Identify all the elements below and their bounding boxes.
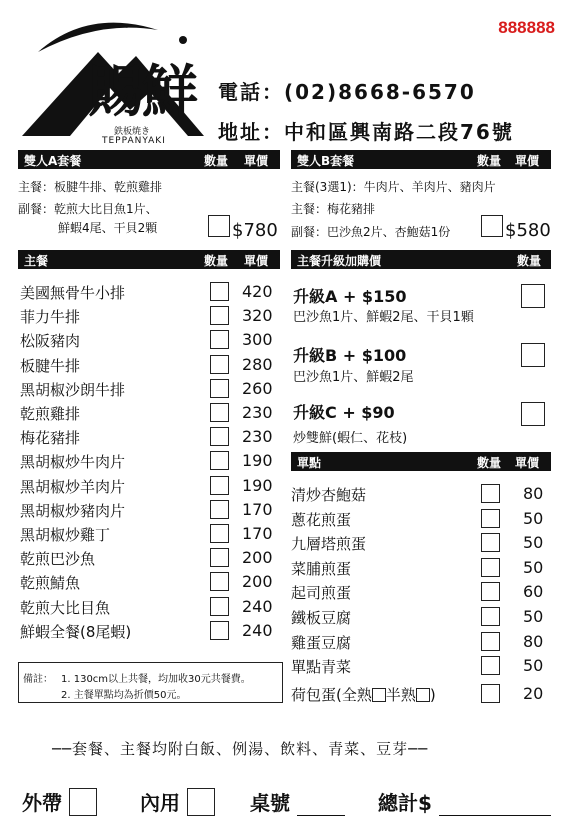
main-item-price: 420 <box>242 282 273 301</box>
single-item-price: 50 <box>523 557 544 577</box>
fried-egg-qty-checkbox[interactable] <box>481 684 500 703</box>
main-item-name: 乾煎大比目魚 <box>20 598 111 617</box>
single-item-qty-checkbox[interactable] <box>481 558 500 577</box>
main-item-price: 260 <box>242 378 273 398</box>
single-item-qty-checkbox[interactable] <box>481 607 500 626</box>
main-item-qty-checkbox[interactable] <box>210 476 229 495</box>
main-item-name: 黑胡椒炒羊肉片 <box>20 477 126 496</box>
total-field <box>378 787 551 816</box>
single-item-qty-checkbox[interactable] <box>481 632 500 651</box>
dine-in-field <box>140 787 215 816</box>
single-item-name: 九層塔煎蛋 <box>291 535 367 554</box>
mains-title: 主餐 <box>24 254 49 268</box>
main-item-row <box>20 449 280 473</box>
main-item-qty-checkbox[interactable] <box>210 524 229 543</box>
set-b-main: 主餐(3選1)：牛肉片、羊肉片、豬肉片 <box>291 180 496 194</box>
main-item-row <box>20 546 280 570</box>
set-a-side-2: 鮮蝦4尾、干貝2顆 <box>58 221 158 235</box>
main-item-name: 梅花豬排 <box>20 429 81 448</box>
notes-box <box>18 662 283 703</box>
main-item-row <box>20 595 280 619</box>
set-a-title: 雙人A套餐 <box>24 154 82 168</box>
upgrade-b-title: 升級B + $100 <box>293 346 407 365</box>
set-b-unit-label: 單價 <box>515 154 540 168</box>
main-item-price: 300 <box>242 330 273 350</box>
single-item-price: 80 <box>523 631 544 651</box>
single-item-name: 單點青菜 <box>291 658 352 677</box>
set-b-qty-label: 數量 <box>477 154 502 168</box>
upgrade-a-title: 升級A + $150 <box>293 287 407 306</box>
single-item-row <box>291 531 551 555</box>
main-item-qty-checkbox[interactable] <box>210 403 229 422</box>
single-item-name: 菜脯煎蛋 <box>291 559 352 578</box>
upgrade-a-checkbox[interactable] <box>521 284 545 308</box>
main-item-row <box>20 328 280 352</box>
fried-egg-name: 荷包蛋(全熟 <box>291 686 372 704</box>
single-item-price: 50 <box>523 656 544 676</box>
takeout-field <box>22 787 97 816</box>
main-item-price: 170 <box>242 524 273 543</box>
main-item-price: 240 <box>242 596 273 616</box>
main-item-name: 乾煎鯖魚 <box>20 574 81 593</box>
main-item-qty-checkbox[interactable] <box>210 621 229 640</box>
main-item-qty-checkbox[interactable] <box>210 355 229 374</box>
upgrades-qty-label: 數量 <box>517 254 542 268</box>
takeout-checkbox[interactable] <box>69 788 97 816</box>
upgrades-title: 主餐升級加購價 <box>297 254 382 268</box>
single-item-qty-checkbox[interactable] <box>481 484 500 503</box>
upgrade-c-title: 升級C + $90 <box>293 403 395 422</box>
note-1: 1. 130cm以上共餐，均加收30元共餐費。 <box>61 674 251 685</box>
main-item-name: 松阪豬肉 <box>20 332 81 351</box>
set-b-header <box>291 150 551 169</box>
main-item-name: 乾煎巴沙魚 <box>20 550 96 569</box>
main-item-row <box>20 570 280 594</box>
takeout-label: 外帶 <box>22 791 62 815</box>
main-item-price: 230 <box>242 427 273 447</box>
main-item-name: 黑胡椒炒雞丁 <box>20 526 111 544</box>
table-number-field <box>250 787 345 816</box>
fully-cooked-checkbox[interactable] <box>372 688 386 702</box>
single-item-qty-checkbox[interactable] <box>481 509 500 528</box>
upgrades-header <box>291 250 551 269</box>
main-item-row <box>20 401 280 425</box>
set-b-price: $580 <box>505 220 551 241</box>
main-item-name: 板腱牛排 <box>20 356 81 375</box>
single-item-price: 50 <box>523 533 544 553</box>
set-b-qty-checkbox[interactable] <box>481 215 503 237</box>
single-item-row <box>291 482 551 506</box>
upgrade-c-desc: 炒雙鮮(蝦仁、花枝) <box>293 431 408 446</box>
set-a-unit-label: 單價 <box>244 154 269 168</box>
single-item-name: 雞蛋豆腐 <box>291 633 352 652</box>
main-item-row <box>20 619 280 643</box>
included-items-line: ──套餐、主餐均附白飯、例湯、飲料、青菜、豆芽── <box>52 740 429 758</box>
main-item-qty-checkbox[interactable] <box>210 330 229 349</box>
main-item-price: 280 <box>242 354 273 374</box>
single-item-row <box>291 630 551 654</box>
table-number-input[interactable] <box>297 793 345 816</box>
single-item-price: 50 <box>523 508 544 528</box>
main-item-row <box>20 498 280 522</box>
order-number: 888888 <box>498 18 555 37</box>
single-item-row <box>291 654 551 678</box>
main-item-qty-checkbox[interactable] <box>210 427 229 446</box>
set-b-side: 副餐：巴沙魚2片、杏鮑菇1份 <box>291 225 451 239</box>
set-a-header <box>18 150 280 169</box>
upgrade-a-desc: 巴沙魚1片、鮮蝦2尾、干貝1顆 <box>293 310 474 325</box>
half-cooked-label: 半熟 <box>385 686 416 704</box>
main-item-qty-checkbox[interactable] <box>210 451 229 470</box>
main-item-price: 170 <box>242 499 273 519</box>
single-item-qty-checkbox[interactable] <box>481 533 500 552</box>
main-item-qty-checkbox[interactable] <box>210 306 229 325</box>
single-item-qty-checkbox[interactable] <box>481 582 500 601</box>
set-a-side-1: 副餐：乾煎大比目魚1片、 <box>18 202 158 216</box>
set-a-main: 主餐：板腱牛排、乾煎雞排 <box>18 180 163 194</box>
main-item-row <box>20 425 280 449</box>
set-b-main-2: 主餐：梅花豬排 <box>291 202 376 216</box>
single-item-name: 鐵板豆腐 <box>291 609 352 627</box>
set-a-qty-checkbox[interactable] <box>208 215 230 237</box>
main-item-qty-checkbox[interactable] <box>210 500 229 519</box>
upgrade-b-checkbox[interactable] <box>521 343 545 367</box>
main-item-row <box>20 474 280 498</box>
main-item-price: 190 <box>242 451 273 471</box>
main-item-qty-checkbox[interactable] <box>210 282 229 301</box>
single-item-name: 蔥花煎蛋 <box>291 510 352 529</box>
singles-title: 單點 <box>297 456 322 470</box>
note-2: 2. 主餐單點均為折價50元。 <box>61 690 187 701</box>
logo-subtitle-jp: 鉄板焼き <box>114 127 151 137</box>
main-item-name: 黑胡椒沙朗牛排 <box>20 380 126 399</box>
phone-line: 電話：(02)8668-6570 <box>218 80 476 104</box>
single-item-row <box>291 580 551 604</box>
fried-egg-close: ) <box>429 686 436 704</box>
main-item-name: 黑胡椒炒豬肉片 <box>20 501 126 520</box>
set-a-price: $780 <box>232 220 278 241</box>
single-item-qty-checkbox[interactable] <box>481 656 500 675</box>
mains-header <box>18 250 280 269</box>
half-cooked-checkbox[interactable] <box>416 688 430 702</box>
main-item-row <box>20 304 280 328</box>
main-item-name: 黑胡椒炒牛肉片 <box>20 453 126 472</box>
main-item-row <box>20 522 280 546</box>
main-item-row <box>20 353 280 377</box>
main-item-qty-checkbox[interactable] <box>210 379 229 398</box>
address-line: 地址：中和區興南路二段76號 <box>218 120 514 144</box>
mains-unit-label: 單價 <box>244 254 269 268</box>
total-input[interactable] <box>439 793 551 816</box>
singles-unit-label: 單價 <box>515 456 540 470</box>
main-item-price: 200 <box>242 572 273 592</box>
main-item-name: 鮮蝦全餐(8尾蝦) <box>20 622 132 641</box>
single-item-price: 80 <box>523 484 544 503</box>
table-number-label: 桌號 <box>250 791 290 815</box>
main-item-qty-checkbox[interactable] <box>210 597 229 616</box>
fried-egg-row <box>291 682 551 706</box>
upgrade-b-desc: 巴沙魚1片、鮮蝦2尾 <box>293 370 414 385</box>
single-item-row <box>291 556 551 580</box>
main-item-price: 190 <box>242 475 273 495</box>
set-b-title: 雙人B套餐 <box>297 154 355 168</box>
single-item-row <box>291 605 551 629</box>
main-item-row <box>20 377 280 401</box>
main-item-price: 320 <box>242 306 273 326</box>
single-item-name: 清炒杏鮑菇 <box>291 486 367 504</box>
main-item-name: 菲力牛排 <box>20 308 81 327</box>
mains-qty-label: 數量 <box>204 254 229 268</box>
logo-brand: 賜鮮 <box>88 59 196 125</box>
single-item-row <box>291 507 551 531</box>
main-item-price: 200 <box>242 548 273 568</box>
restaurant-logo <box>18 12 208 146</box>
main-item-name: 美國無骨牛小排 <box>20 284 126 302</box>
main-item-price: 240 <box>242 620 273 640</box>
main-item-row <box>20 280 280 304</box>
single-item-name: 起司煎蛋 <box>291 584 352 603</box>
main-item-qty-checkbox[interactable] <box>210 572 229 591</box>
set-a-qty-label: 數量 <box>204 154 229 168</box>
single-item-price: 50 <box>523 607 544 626</box>
main-item-price: 230 <box>242 403 273 422</box>
fried-egg-price: 20 <box>523 684 544 703</box>
total-label: 總計$ <box>378 791 432 815</box>
dine-in-label: 內用 <box>140 791 180 815</box>
single-item-price: 60 <box>523 582 544 602</box>
dine-in-checkbox[interactable] <box>187 788 215 816</box>
notes-label: 備註： <box>23 674 53 685</box>
singles-header <box>291 452 551 471</box>
singles-qty-label: 數量 <box>477 456 502 470</box>
main-item-qty-checkbox[interactable] <box>210 548 229 567</box>
upgrade-c-checkbox[interactable] <box>521 402 545 426</box>
main-item-name: 乾煎雞排 <box>20 405 81 423</box>
logo-subtitle-en: TEPPANYAKI <box>102 136 166 146</box>
